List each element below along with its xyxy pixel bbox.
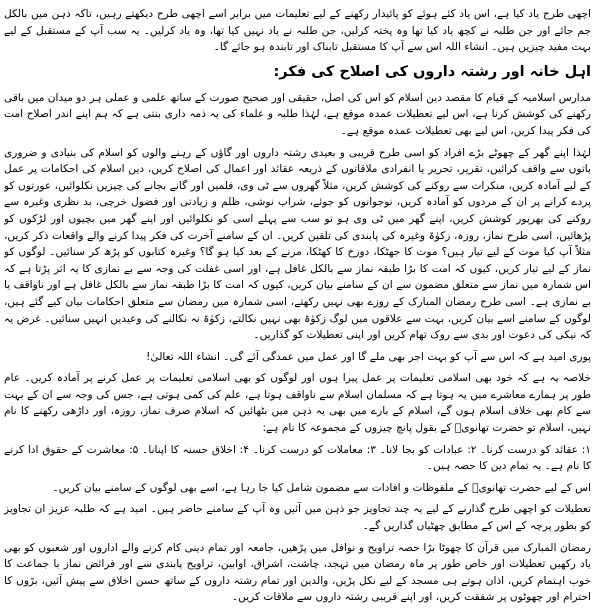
- body-paragraph-5: ۱: عقائد کو درست کرنا۔ ۲: عبادات کو بجا لانا۔ ۳: معاملات کو درست کرنا۔ ۴: اخلاق حسنہ کا اپنانا۔ ۵: معاشرت کے حقوق ادا کرنے کا نام ہے۔ یہ تمام دین کا حصہ ہیں۔: [4, 443, 591, 473]
- document-page: [4, 6, 591, 604]
- section-heading: اہل خانہ اور رشتہ داروں کی اصلاح کی فکر:: [273, 63, 591, 80]
- body-paragraph-3: پوری امید ہے کہ اس سے آپ کو بہت اجر بھی ملے گا اور عمل میں عمدگی آئے گی۔ انشاء اللہ تعالیٰ!: [146, 350, 591, 363]
- intro-paragraph: اچھی طرح یاد کیا ہے، اس یاد کئے ہوئے کو پائیدار رکھنے کے لیے تعلیمات میں برابر اسے اچھی طرح دیکھتے رہیں، تاکہ ذہن میں بالکل جم جائے اور جن طلبہ نے کچھ یاد کیا تھا وہ پختہ کرلیں، جن طلبہ نے یاد نہیں کیا تھا، وہ یاد کرلیں۔ یہ سب آپ کے مستقبل کے لیے بہت مفید چیزیں ہیں۔ انشاء اللہ اس سے آپ کا مستقبل تابناک اور تابندہ ہو جائے گا۔: [4, 8, 591, 54]
- body-paragraph-6: اس کے لیے حضرت تھانویؒ کے ملفوظات و افادات سے مضمون شامل کیا جا رہا ہے، اسے بھی لوگوں کے سامنے بیان کریں۔: [52, 481, 591, 494]
- body-paragraph-8: رمضان المبارک میں قرآن کا چھوٹا بڑا حصہ تراویح و نوافل میں پڑھیں، جامعہ اور تمام دینی کام کرنے والے اداروں اور شعبوں کو بھی یاد رکھیں تعطیلات اور خاص طور پر ماہ رمضان میں تہجد، چاشت، اشراق، اوابین، تراویح پابندی سے اور فرائض نماز با جماعت کا خوب اہتمام کریں، اذان ہوتے ہی مسجد کے لیے نکل پڑیں، والدین اور تمام رشتہ داروں کے ساتھ حسن اخلاق سے پیش آئیں، بڑوں کا احترام اور چھوٹوں پر شفقت کریں، اور اپنے قریبی رشتہ داروں سے ملاقات کریں۔: [4, 541, 591, 604]
- body-paragraph-1: مدارس اسلامیہ کے قیام کا مقصد دین اسلام کو اس کی اصل، حقیقی اور صحیح صورت کے ساتھ علمی و عملی ہر دو میدان میں باقی رکھنے کی کوشش کرنا ہے، اس لیے تعطیلات عمدہ موقع ہے، لہٰذا طلبہ و علماء کی یہ ذمہ داری بنتی ہے کہ ہم اپنے اندر اصلاح امت کی فکر پیدا کریں، اس لیے بھی تعطیلات عمدہ موقع ہے۔: [4, 91, 591, 137]
- body-paragraph-4: خلاصہ یہ ہے کہ خود بھی اسلامی تعلیمات پر عمل پیرا ہوں اور لوگوں کو بھی اسلامی تعلیمات پر عمل کرنے پر آمادہ کریں۔ عام طور پر ہمارے معاشرے میں یہ ہوتا ہے کہ مسلمان اسلام سے ناواقف ہوتا ہے، علم کی کمی ہوتی ہے، جس کی وجہ سے ان کے بہت سے کام بھی خلاف اسلام ہوں گے، اسلام کے بارے میں بھی یہ ذہن میں بٹھائیں کہ اسلام صرف نماز، روزہ، اور داڑھی رکھنے کا نام نہیں، اسلام تو حضرت تھانویؒ کے بقول پانچ چیزوں کے مجموعہ کا نام ہے:: [4, 372, 591, 435]
- body-paragraph-2: لہٰذا اپنے گھر کے چھوٹے بڑے افراد کو اسی طرح قریبی و بعیدی رشتہ داروں اور گاؤں کے رہنے والوں کو اسلام کی بنیادی و ضروری باتوں سے واقف کرائیں، تقریر، تحریر یا انفرادی ملاقاتوں کے ذریعہ عقائد اور اعمال کی اصلاح کریں، دین اسلام کی احکامات پر عمل کے لیے آمادہ کریں، منکرات سے روکنے کی کوشش کریں، مثلاً گھروں سے ٹی وی، فلمیں اور گانے بجانے کی چیزیں نکلوائیں، عورتوں کو پردے کرانے پر ان کے مردوں کو آمادہ کریں، نوجوانوں کو جوئے، شراب نوشی، ظلم و زیادتی اور فضول خرچی، بد نظری وغیرہ سے روکنے کی بھرپور کوشش کریں، اپنے گھر میں ٹی وی ہو تو سب سے پہلے اسی کو نکلوائیں اور اپنے گھر میں بچیوں اور لڑکوں کو پڑھائیں، اسی طرح نماز، روزہ، زکوٰۃ وغیرہ کی پابندی کی تلقین کریں۔ ان کے سامنے آخرت کی فکر پیدا کرنے والے واقعات ذکر کریں، مثلاً آپ کیا موت کے لیے تیار ہیں؟ موت کا جھٹکا، دوزخ کا کھٹکا، مرنے کے بعد کیا ہو گا؟ وغیرہ کتابوں کو پڑھ کر سنائیں۔ لوگوں کو نماز کے لیے تیار کریں، کیوں کہ امت کا بڑا طبقہ نماز سے بالکل غافل ہے، اور اسی غفلت کی وجہ سے بے نمازی کا یہ اثر پڑتا ہے کہ اس شمارہ میں نماز سے متعلق مضمون سے ان کے سامنے بیان کریں، کیوں کہ امت کا بڑا طبقہ نماز سے بالکل غافل ہے اور ناواقف یا بے نمازی ہے۔ اسی طرح رمضان المبارک کے روزے بھی نہیں رکھتے، اسی شمارہ میں رمضان سے متعلق احکامات بیان کیے گئے ہیں، لوگوں کے سامنے اسے بیان کریں، بہت سے علاقوں میں لوگ زکوٰۃ بھی نہیں نکالتے، زکوٰۃ نہ نکالنے کی وعیدیں انہیں سنائیں۔ غرض یہ کہ نیکی کی دعوت اور بدی سے روک تھام کریں اور اپنی تعطیلات کو گذاریں۔: [4, 146, 591, 342]
- body-paragraph-7: تعطیلات کو اچھی طرح گذارنے کے لیے یہ چند تجاویز جو ذہن میں آئیں وہ آپ کے سامنے حاضر ہیں۔ امید ہے کہ طلبہ عزیز ان تجاویز کو بطور پرچہ کے اس کے مطابق چھٹیاں گذاریں گے۔: [4, 503, 591, 533]
